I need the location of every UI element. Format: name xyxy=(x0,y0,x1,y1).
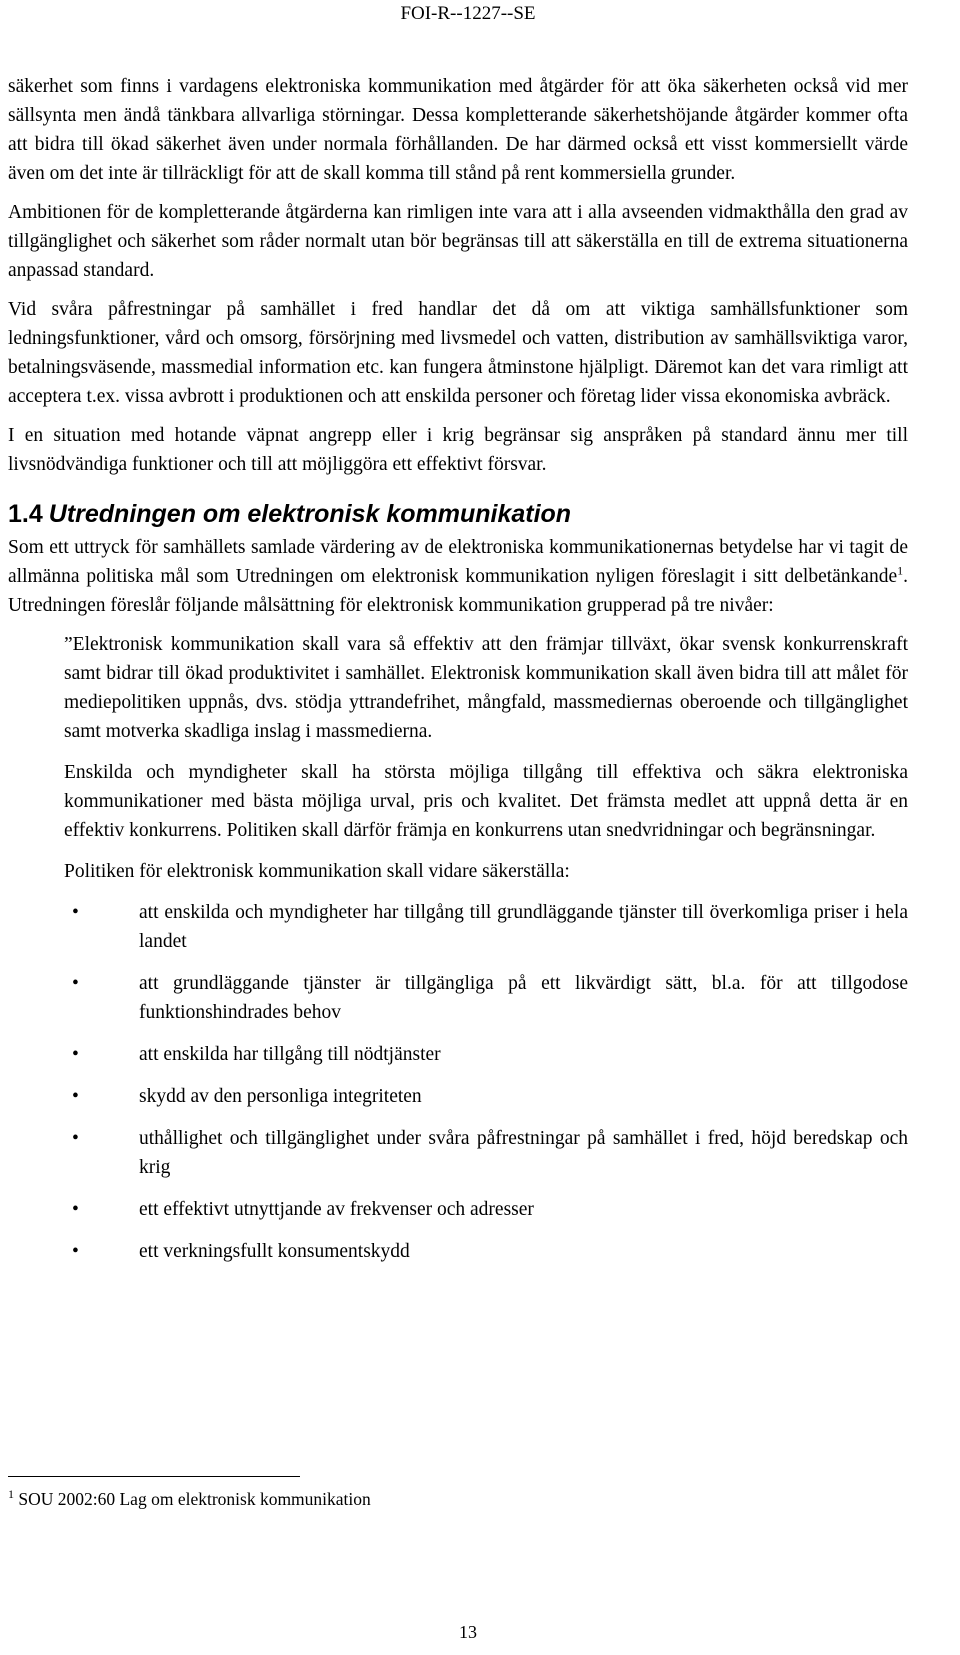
section-intro-text-continued: . Utredningen föreslår följande målsättning för elektronisk kommunikation grupperad på tre nivåer: xyxy=(8,566,908,616)
list-item-text: ett effektivt utnyttjande av frekvenser och adresser xyxy=(139,1199,534,1220)
page-header: FOI-R--1227--SE xyxy=(400,3,536,24)
list-item xyxy=(64,1195,908,1224)
block-quote xyxy=(64,630,908,886)
footnote-marker: 1 xyxy=(8,1487,14,1502)
section-intro xyxy=(8,533,908,620)
list-item xyxy=(64,1124,908,1182)
footnote-reference: 1 xyxy=(897,563,904,578)
section-heading xyxy=(8,499,908,529)
section-title: Utredningen om elektronisk kommunikation xyxy=(48,500,572,528)
list-item xyxy=(64,1237,908,1266)
section-number: 1.4 xyxy=(8,500,43,528)
list-item-text: uthållighet och tillgänglighet under svåra påfrestningar på samhället i fred, höjd beredskap och krig xyxy=(139,1128,908,1178)
page-number: 13 xyxy=(459,1622,477,1642)
bullet-icon: • xyxy=(72,1128,79,1149)
list-item xyxy=(64,898,908,956)
list-item-text: att enskilda och myndigheter har tillgång till grundläggande tjänster till överkomliga priser i hela landet xyxy=(139,902,908,952)
bullet-list xyxy=(8,898,908,1266)
footnote-divider xyxy=(8,1476,300,1477)
list-item xyxy=(64,1082,908,1111)
footnote-text: SOU 2002:60 Lag om elektronisk kommunikation xyxy=(18,1489,371,1509)
bullet-icon: • xyxy=(72,1044,79,1065)
list-item xyxy=(64,1040,908,1069)
list-item-text: skydd av den personliga integriteten xyxy=(139,1086,422,1107)
bullet-icon: • xyxy=(72,1241,79,1262)
document-page xyxy=(8,0,908,1655)
paragraph-4: I en situation med hotande väpnat angrepp eller i krig begränsar sig anspråken på standard ännu mer till livsnödvändiga funktioner och till att möjliggöra ett effektivt försvar. xyxy=(8,425,908,475)
bullet-icon: • xyxy=(72,1086,79,1107)
quote-paragraph-2: Enskilda och myndigheter skall ha största möjliga tillgång till effektiva och säkra elektroniska kommunikationer med bästa möjliga urval, pris och kvalitet. Det främsta medlet att uppnå detta är en effektiv konkurrens. Politiken skall därför främja en konkurrens utan snedvridningar och begränsningar. xyxy=(64,762,908,841)
bullet-icon: • xyxy=(72,973,79,994)
list-item xyxy=(64,969,908,1027)
list-item-text: att grundläggande tjänster är tillgängliga på ett likvärdigt sätt, bl.a. för att tillgodose funktionshindrades behov xyxy=(139,973,908,1023)
paragraph-1: säkerhet som finns i vardagens elektroniska kommunikation med åtgärder för att öka säkerheten också vid mer sällsynta men ändå tänkbara allvarliga störningar. Dessa kompletterande säkerhetshöjande åtgärder kommer ofta att bidra till ökad säkerhet även under normala förhållanden. De har därmed också ett visst kommersiellt värde även om det inte är tillräckligt för att de skall komma till stånd på rent kommersiella grunder. xyxy=(8,76,908,184)
paragraph-3: Vid svåra påfrestningar på samhället i fred handlar det då om att viktiga samhällsfunktioner som ledningsfunktioner, vård och omsorg, försörjning med livsmedel och vatten, distribution av samhällsviktiga varor, betalningsväsende, massmedial information etc. kan fungera åtminstone hjälpligt. Däremot kan det vara rimligt att acceptera t.ex. vissa avbrott i produktionen och att enskilda personer och företag lider vissa ekonomiska avbräck. xyxy=(8,299,908,407)
quote-paragraph-1: ”Elektronisk kommunikation skall vara så effektiv att den främjar tillväxt, ökar svensk konkurrenskraft samt bidrar till ökad produktivitet i samhället. Elektronisk kommunikation skall även bidra till att målet för mediepolitiken uppnås, dvs. stödja yttrandefrihet, mångfald, massmediernas oberoende och tillgänglighet samt motverka skadliga inslag i massmedierna. xyxy=(64,634,908,742)
footnote xyxy=(8,1488,371,1510)
list-item-text: ett verkningsfullt konsumentskydd xyxy=(139,1241,410,1262)
bullet-icon: • xyxy=(72,902,79,923)
quote-paragraph-3: Politiken för elektronisk kommunikation skall vidare säkerställa: xyxy=(64,861,570,882)
bullet-icon: • xyxy=(72,1199,79,1220)
paragraph-2: Ambitionen för de kompletterande åtgärderna kan rimligen inte vara att i alla avseenden vidmakthålla den grad av tillgänglighet och säkerhet som råder normalt utan bör begränsas till att säkerställa en till de extrema situationerna anpassad standard. xyxy=(8,202,908,281)
list-item-text: att enskilda har tillgång till nödtjänster xyxy=(139,1044,441,1065)
body-text xyxy=(8,72,908,1279)
section-intro-text: Som ett uttryck för samhällets samlade värdering av de elektroniska kommunikationernas betydelse har vi tagit de allmänna politiska mål som Utredningen om elektronisk kommunikation nyligen föreslagit i sitt delbetänkande xyxy=(8,537,908,587)
